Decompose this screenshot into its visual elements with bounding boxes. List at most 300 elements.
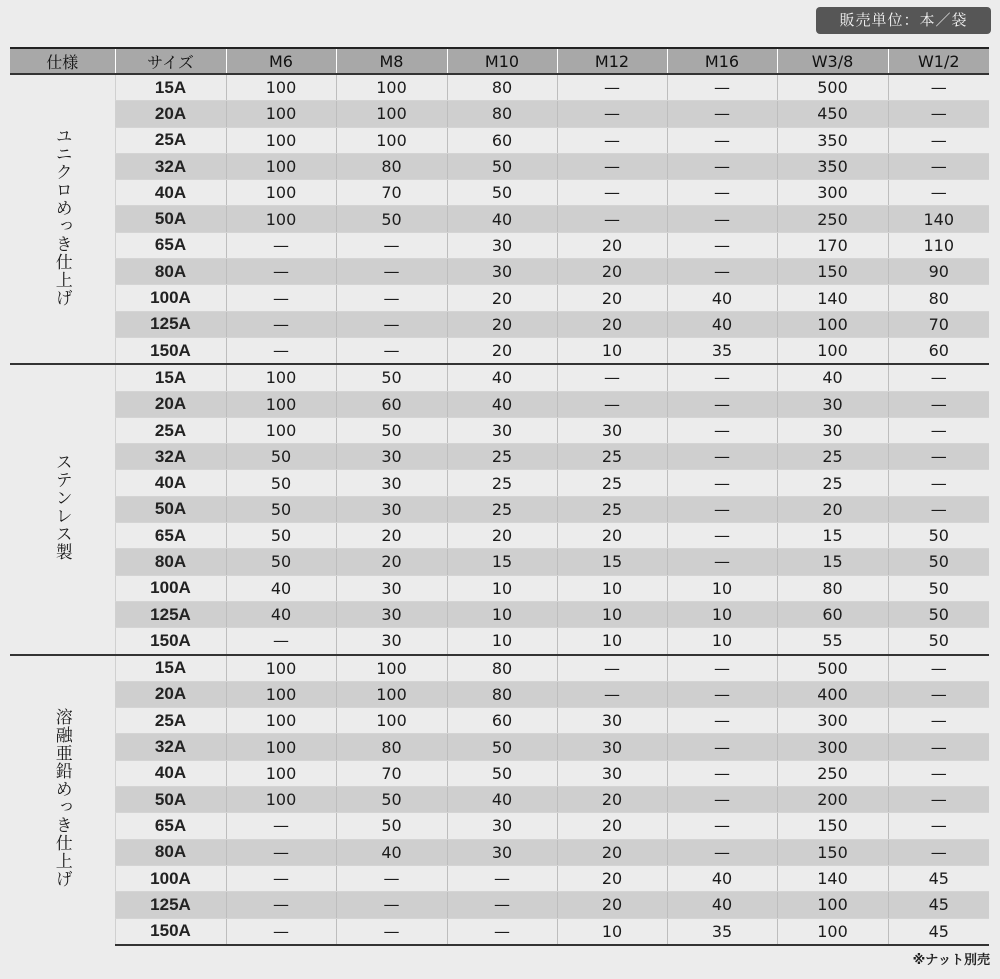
quantity-cell: —	[667, 523, 777, 549]
size-cell: 125A	[115, 892, 226, 918]
quantity-cell: 250	[777, 206, 888, 232]
quantity-cell: 100	[226, 153, 336, 179]
quantity-cell: —	[667, 496, 777, 522]
quantity-cell: —	[667, 364, 777, 391]
spec-group-label: ステンレス製	[51, 453, 72, 562]
quantity-cell: 50	[336, 206, 447, 232]
quantity-cell: —	[226, 628, 336, 655]
quantity-cell: —	[888, 839, 989, 865]
quantity-cell: —	[888, 813, 989, 839]
quantity-cell: 50	[336, 813, 447, 839]
header-size: サイズ	[115, 48, 226, 74]
quantity-cell: —	[557, 101, 667, 127]
quantity-cell: 100	[336, 655, 447, 682]
quantity-cell: 40	[226, 601, 336, 627]
quantity-cell: 30	[447, 232, 557, 258]
quantity-cell: 50	[447, 153, 557, 179]
quantity-cell: 10	[447, 601, 557, 627]
quantity-cell: 60	[888, 337, 989, 364]
quantity-cell: 350	[777, 153, 888, 179]
spec-group-label: 溶融亜鉛めっき仕上げ	[51, 708, 72, 889]
quantity-cell: —	[226, 285, 336, 311]
size-cell: 50A	[115, 206, 226, 232]
quantity-cell: 30	[336, 628, 447, 655]
quantity-cell: —	[888, 734, 989, 760]
size-cell: 40A	[115, 180, 226, 206]
quantity-cell: 100	[777, 337, 888, 364]
quantity-cell: —	[336, 259, 447, 285]
quantity-cell: —	[667, 839, 777, 865]
table-row	[10, 259, 989, 285]
quantity-cell: 100	[226, 206, 336, 232]
quantity-cell: 30	[336, 496, 447, 522]
quantity-cell: —	[667, 417, 777, 443]
quantity-cell: —	[667, 708, 777, 734]
quantity-cell: 100	[226, 760, 336, 786]
quantity-cell: 80	[447, 74, 557, 101]
quantity-cell: 300	[777, 708, 888, 734]
quantity-cell: —	[557, 74, 667, 101]
sales-unit-badge: 販売単位：本／袋	[816, 7, 991, 34]
table-row	[10, 444, 989, 470]
size-cell: 80A	[115, 549, 226, 575]
quantity-cell: 50	[336, 364, 447, 391]
table-row	[10, 74, 989, 101]
quantity-cell: 100	[226, 127, 336, 153]
quantity-cell: —	[667, 760, 777, 786]
quantity-cell: 300	[777, 180, 888, 206]
quantity-cell: —	[557, 127, 667, 153]
size-cell: 25A	[115, 417, 226, 443]
quantity-cell: —	[226, 311, 336, 337]
size-cell: 25A	[115, 708, 226, 734]
quantity-cell: —	[336, 232, 447, 258]
quantity-cell: 100	[226, 391, 336, 417]
quantity-cell: 20	[557, 285, 667, 311]
quantity-cell: —	[667, 74, 777, 101]
quantity-cell: 30	[557, 760, 667, 786]
quantity-cell: 30	[336, 470, 447, 496]
table-row	[10, 839, 989, 865]
quantity-cell: —	[226, 259, 336, 285]
quantity-cell: —	[888, 681, 989, 707]
header-w1-2: W1/2	[888, 48, 989, 74]
quantity-cell: —	[888, 444, 989, 470]
quantity-cell: 25	[447, 470, 557, 496]
quantity-cell: 100	[226, 787, 336, 813]
quantity-cell: 30	[336, 444, 447, 470]
quantity-cell: —	[336, 337, 447, 364]
table-row	[10, 311, 989, 337]
table-row	[10, 417, 989, 443]
quantity-cell: 50	[447, 760, 557, 786]
quantity-cell: —	[667, 127, 777, 153]
size-cell: 150A	[115, 337, 226, 364]
size-cell: 20A	[115, 681, 226, 707]
quantity-cell: 70	[336, 180, 447, 206]
quantity-cell: 20	[336, 549, 447, 575]
quantity-cell: 10	[667, 628, 777, 655]
quantity-cell: —	[557, 206, 667, 232]
quantity-cell: —	[557, 364, 667, 391]
quantity-cell: 80	[777, 575, 888, 601]
table-row	[10, 496, 989, 522]
quantity-cell: 100	[336, 101, 447, 127]
quantity-cell: 25	[557, 444, 667, 470]
table-row	[10, 813, 989, 839]
quantity-cell: —	[336, 918, 447, 945]
size-cell: 25A	[115, 127, 226, 153]
size-cell: 150A	[115, 918, 226, 945]
quantity-cell: —	[226, 918, 336, 945]
quantity-cell: 40	[447, 787, 557, 813]
size-cell: 80A	[115, 259, 226, 285]
quantity-cell: 20	[557, 259, 667, 285]
quantity-cell: 20	[557, 787, 667, 813]
quantity-cell: —	[557, 153, 667, 179]
quantity-cell: 90	[888, 259, 989, 285]
spec-group-cell	[10, 74, 115, 364]
quantity-cell: 25	[557, 496, 667, 522]
quantity-cell: 50	[888, 575, 989, 601]
quantity-cell: 20	[447, 285, 557, 311]
quantity-cell: —	[447, 892, 557, 918]
header-spec: 仕様	[10, 48, 115, 74]
header-w3-8: W3/8	[777, 48, 888, 74]
quantity-cell: 300	[777, 734, 888, 760]
quantity-cell: —	[667, 470, 777, 496]
quantity-cell: 40	[667, 892, 777, 918]
table-row	[10, 285, 989, 311]
quantity-cell: —	[667, 180, 777, 206]
quantity-cell: 10	[557, 601, 667, 627]
quantity-cell: —	[667, 232, 777, 258]
table-header-row	[10, 48, 989, 74]
quantity-cell: 30	[557, 708, 667, 734]
quantity-cell: —	[888, 655, 989, 682]
quantity-cell: 200	[777, 787, 888, 813]
size-cell: 100A	[115, 285, 226, 311]
quantity-cell: —	[888, 708, 989, 734]
quantity-cell: 100	[226, 74, 336, 101]
table-row	[10, 628, 989, 655]
table-row	[10, 364, 989, 391]
quantity-cell: 30	[447, 417, 557, 443]
size-cell: 20A	[115, 101, 226, 127]
table-row	[10, 470, 989, 496]
quantity-cell: 50	[226, 496, 336, 522]
quantity-cell: 140	[888, 206, 989, 232]
quantity-cell: 100	[226, 708, 336, 734]
quantity-cell: —	[888, 760, 989, 786]
quantity-cell: —	[667, 444, 777, 470]
spec-group-cell	[10, 364, 115, 654]
quantity-cell: —	[557, 655, 667, 682]
quantity-cell: 40	[447, 206, 557, 232]
size-cell: 100A	[115, 575, 226, 601]
quantity-cell: —	[888, 74, 989, 101]
quantity-cell: —	[888, 127, 989, 153]
quantity-cell: —	[336, 311, 447, 337]
table-row	[10, 232, 989, 258]
table-row	[10, 865, 989, 891]
quantity-cell: 100	[336, 74, 447, 101]
quantity-cell: 50	[888, 523, 989, 549]
table-row	[10, 918, 989, 945]
quantity-cell: 15	[557, 549, 667, 575]
quantity-cell: 110	[888, 232, 989, 258]
quantity-cell: 40	[667, 865, 777, 891]
quantity-cell: 25	[447, 444, 557, 470]
quantity-cell: 100	[336, 127, 447, 153]
quantity-cell: 150	[777, 813, 888, 839]
quantity-cell: 40	[226, 575, 336, 601]
quantity-cell: 30	[336, 575, 447, 601]
quantity-cell: 20	[557, 813, 667, 839]
table-row	[10, 655, 989, 682]
quantity-cell: —	[888, 496, 989, 522]
quantity-cell: 10	[447, 628, 557, 655]
quantity-cell: 20	[447, 337, 557, 364]
quantity-cell: —	[888, 364, 989, 391]
quantity-cell: 250	[777, 760, 888, 786]
quantity-cell: 80	[336, 734, 447, 760]
quantity-cell: 100	[226, 101, 336, 127]
quantity-cell: 15	[447, 549, 557, 575]
quantity-cell: 500	[777, 74, 888, 101]
quantity-cell: 100	[777, 892, 888, 918]
quantity-cell: 20	[777, 496, 888, 522]
quantity-cell: 100	[336, 681, 447, 707]
quantity-cell: 50	[447, 180, 557, 206]
table-row	[10, 391, 989, 417]
size-cell: 150A	[115, 628, 226, 655]
quantity-cell: —	[888, 101, 989, 127]
size-cell: 80A	[115, 839, 226, 865]
quantity-cell: 170	[777, 232, 888, 258]
quantity-cell: —	[888, 470, 989, 496]
quantity-cell: —	[888, 391, 989, 417]
quantity-cell: 40	[667, 311, 777, 337]
quantity-cell: —	[888, 787, 989, 813]
quantity-cell: 100	[777, 918, 888, 945]
quantity-cell: —	[226, 865, 336, 891]
quantity-cell: 70	[336, 760, 447, 786]
quantity-cell: 10	[667, 601, 777, 627]
quantity-cell: —	[667, 391, 777, 417]
spec-table	[10, 47, 989, 946]
quantity-cell: 80	[447, 655, 557, 682]
header-m10: M10	[447, 48, 557, 74]
table-row	[10, 549, 989, 575]
quantity-cell: 50	[336, 417, 447, 443]
size-cell: 40A	[115, 470, 226, 496]
quantity-cell: 100	[226, 681, 336, 707]
quantity-cell: 25	[447, 496, 557, 522]
size-cell: 125A	[115, 601, 226, 627]
size-cell: 50A	[115, 496, 226, 522]
quantity-cell: —	[667, 259, 777, 285]
size-cell: 100A	[115, 865, 226, 891]
table-row	[10, 180, 989, 206]
quantity-cell: —	[888, 180, 989, 206]
quantity-cell: —	[557, 180, 667, 206]
quantity-cell: 140	[777, 865, 888, 891]
quantity-cell: 10	[557, 628, 667, 655]
quantity-cell: —	[667, 549, 777, 575]
quantity-cell: 50	[226, 470, 336, 496]
header-m8: M8	[336, 48, 447, 74]
header-m12: M12	[557, 48, 667, 74]
quantity-cell: 50	[888, 601, 989, 627]
header-m16: M16	[667, 48, 777, 74]
quantity-cell: 45	[888, 892, 989, 918]
quantity-cell: —	[226, 892, 336, 918]
quantity-cell: 55	[777, 628, 888, 655]
quantity-cell: —	[226, 232, 336, 258]
size-cell: 15A	[115, 655, 226, 682]
quantity-cell: —	[667, 787, 777, 813]
footnote: ※ナット別売	[912, 953, 990, 968]
size-cell: 32A	[115, 734, 226, 760]
quantity-cell: 10	[667, 575, 777, 601]
quantity-cell: —	[888, 153, 989, 179]
quantity-cell: 50	[226, 444, 336, 470]
quantity-cell: 30	[336, 601, 447, 627]
quantity-cell: —	[667, 734, 777, 760]
size-cell: 65A	[115, 813, 226, 839]
table-row	[10, 760, 989, 786]
quantity-cell: 100	[226, 655, 336, 682]
quantity-cell: 40	[447, 364, 557, 391]
quantity-cell: 450	[777, 101, 888, 127]
quantity-cell: 25	[557, 470, 667, 496]
quantity-cell: —	[667, 206, 777, 232]
quantity-cell: 10	[557, 575, 667, 601]
quantity-cell: 30	[557, 417, 667, 443]
quantity-cell: 30	[777, 417, 888, 443]
quantity-cell: 80	[888, 285, 989, 311]
table-row	[10, 127, 989, 153]
size-cell: 15A	[115, 364, 226, 391]
size-cell: 125A	[115, 311, 226, 337]
quantity-cell: 35	[667, 918, 777, 945]
quantity-cell: 40	[777, 364, 888, 391]
quantity-cell: 60	[447, 708, 557, 734]
quantity-cell: 40	[667, 285, 777, 311]
size-cell: 15A	[115, 74, 226, 101]
quantity-cell: 30	[557, 734, 667, 760]
quantity-cell: —	[557, 391, 667, 417]
quantity-cell: 100	[226, 417, 336, 443]
quantity-cell: 50	[336, 787, 447, 813]
quantity-cell: —	[336, 285, 447, 311]
quantity-cell: —	[667, 153, 777, 179]
table-row	[10, 787, 989, 813]
quantity-cell: —	[336, 892, 447, 918]
spec-group-cell	[10, 655, 115, 945]
table-row	[10, 708, 989, 734]
quantity-cell: 30	[777, 391, 888, 417]
quantity-cell: 80	[447, 101, 557, 127]
quantity-cell: 80	[447, 681, 557, 707]
quantity-cell: 100	[226, 180, 336, 206]
quantity-cell: —	[667, 101, 777, 127]
quantity-cell: —	[226, 813, 336, 839]
table-row	[10, 523, 989, 549]
quantity-cell: 25	[777, 470, 888, 496]
quantity-cell: 10	[557, 918, 667, 945]
quantity-cell: —	[667, 813, 777, 839]
table-body	[10, 74, 989, 945]
quantity-cell: 10	[557, 337, 667, 364]
size-cell: 40A	[115, 760, 226, 786]
size-cell: 65A	[115, 232, 226, 258]
quantity-cell: 100	[226, 364, 336, 391]
quantity-cell: 150	[777, 839, 888, 865]
quantity-cell: —	[447, 918, 557, 945]
quantity-cell: 20	[557, 311, 667, 337]
quantity-cell: 20	[557, 839, 667, 865]
table-row	[10, 337, 989, 364]
size-cell: 20A	[115, 391, 226, 417]
spec-group-label: ユニクロめっき仕上げ	[51, 127, 72, 308]
table-row	[10, 575, 989, 601]
quantity-cell: —	[226, 839, 336, 865]
table-row	[10, 734, 989, 760]
quantity-cell: 20	[557, 892, 667, 918]
quantity-cell: 50	[888, 549, 989, 575]
quantity-cell: 35	[667, 337, 777, 364]
quantity-cell: 350	[777, 127, 888, 153]
quantity-cell: 25	[777, 444, 888, 470]
quantity-cell: 100	[336, 708, 447, 734]
quantity-cell: 15	[777, 549, 888, 575]
quantity-cell: —	[447, 865, 557, 891]
quantity-cell: 20	[336, 523, 447, 549]
quantity-cell: 15	[777, 523, 888, 549]
size-cell: 50A	[115, 787, 226, 813]
quantity-cell: 400	[777, 681, 888, 707]
table-row	[10, 153, 989, 179]
quantity-cell: 150	[777, 259, 888, 285]
quantity-cell: 100	[226, 734, 336, 760]
table-row	[10, 601, 989, 627]
quantity-cell: 40	[447, 391, 557, 417]
quantity-cell: 50	[447, 734, 557, 760]
quantity-cell: —	[667, 655, 777, 682]
quantity-cell: 60	[447, 127, 557, 153]
quantity-cell: 20	[557, 865, 667, 891]
quantity-cell: 70	[888, 311, 989, 337]
quantity-cell: —	[557, 681, 667, 707]
size-cell: 32A	[115, 153, 226, 179]
quantity-cell: 45	[888, 918, 989, 945]
quantity-cell: 20	[447, 523, 557, 549]
quantity-cell: —	[667, 681, 777, 707]
quantity-cell: 20	[557, 523, 667, 549]
size-cell: 32A	[115, 444, 226, 470]
quantity-cell: 50	[888, 628, 989, 655]
quantity-cell: 45	[888, 865, 989, 891]
quantity-cell: 60	[777, 601, 888, 627]
quantity-cell: 10	[447, 575, 557, 601]
quantity-cell: —	[226, 337, 336, 364]
table-row	[10, 206, 989, 232]
quantity-cell: 20	[447, 311, 557, 337]
quantity-cell: 50	[226, 549, 336, 575]
table-row	[10, 681, 989, 707]
